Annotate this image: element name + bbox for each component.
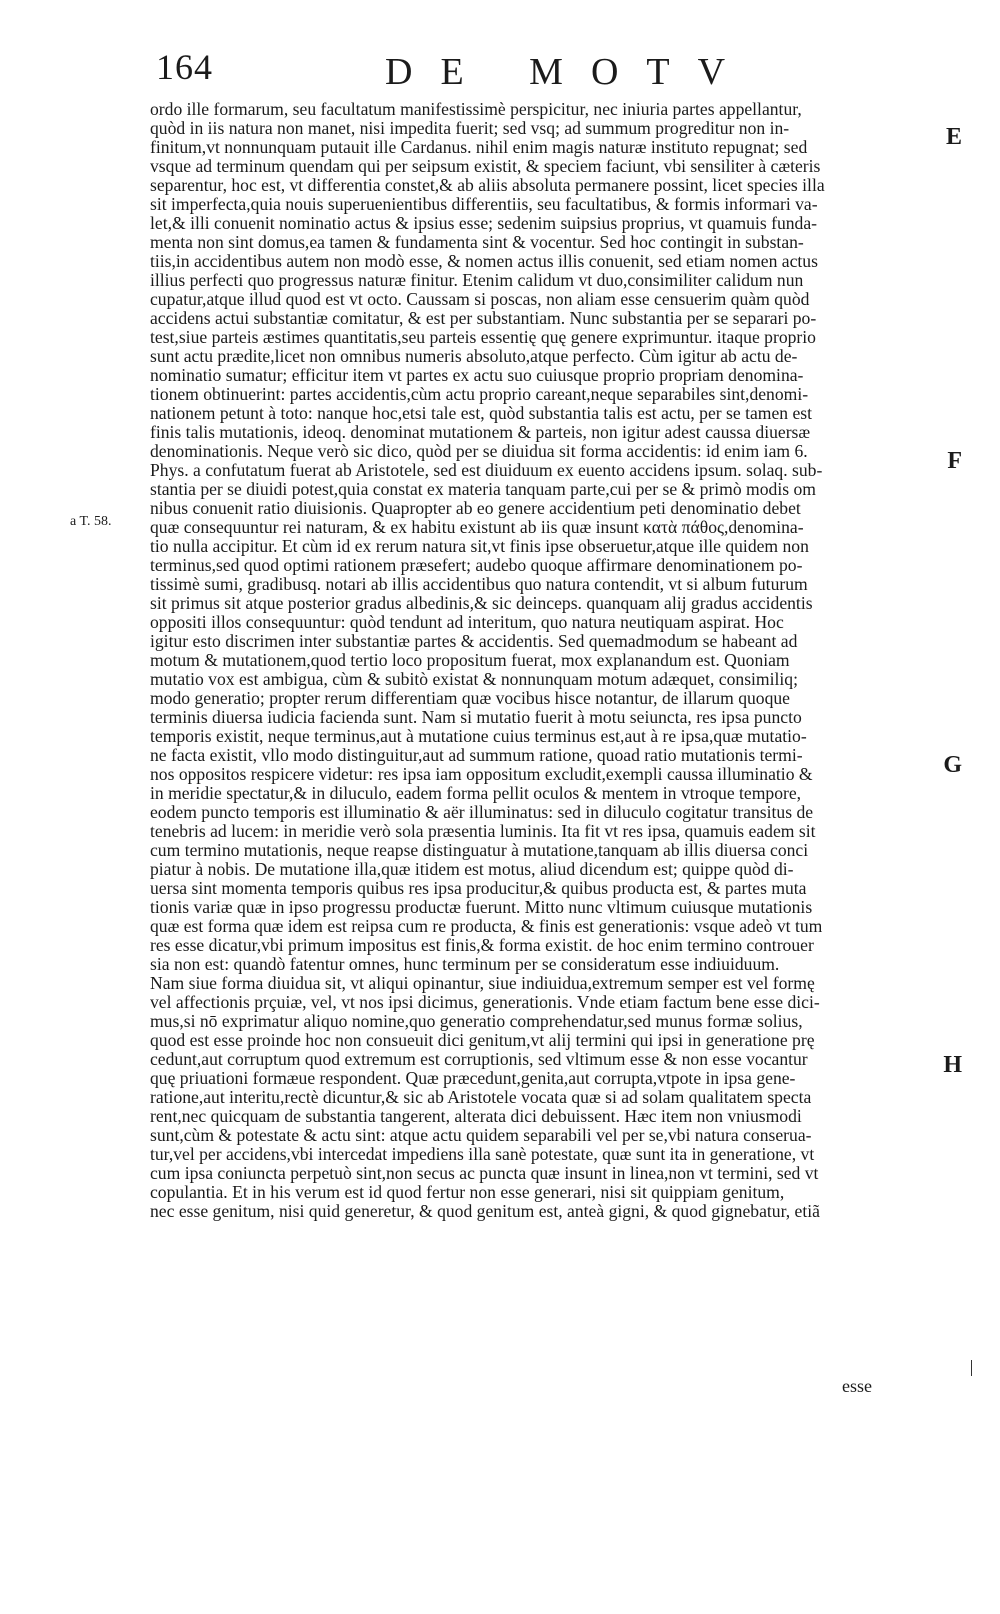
text-line: finis talis mutationis, ideoq. denominat mutationem & parteis, non igitur adest caussa diuersæ [150, 423, 811, 442]
text-line: illius perfecti quo progressus naturæ finitur. Etenim calidum vt duo,consimiliter calidum nun [150, 271, 804, 290]
text-line: stantia per se diuidi potest,quia constat ex materia tanquam parte,cui per se & primò modis om [150, 480, 816, 499]
text-line: tionis variæ quæ in ipso progressu productæ fuerunt. Mitto nunc vltimum cuiusque mutationis [150, 898, 813, 917]
text-line: nibus conuenit ratio diuisionis. Quapropter ab eo genere accidentium peti denominatio debet [150, 499, 801, 518]
text-line: nec esse genitum, nisi quid generetur, & quod genitum est, anteà gigni, & quod gignebatur, etiã [150, 1202, 820, 1221]
text-line: tissimè sumi, gradibusq. notari ab illis accidentibus quo natura contendit, vt si album futurum [150, 575, 808, 594]
text-line: nos oppositos respicere videtur: res ipsa iam oppositum excludit,exempli caussa illuminatio & [150, 765, 813, 784]
text-line: menta non sint domus,ea tamen & fundamenta sint & vocentur. Sed hoc contingit in substan- [150, 233, 804, 252]
text-line: rent,nec quicquam de substantia tangerent, alterata dici debuissent. Hæc item non vniusmodi [150, 1107, 802, 1126]
text-line: temporis existit, neque terminus,aut à mutatione cuius terminus est,aut à re ipsa,quæ mutatio- [150, 727, 807, 746]
text-line: quod est esse proinde hoc non consueuit dici genitum,vt alij termini qui ipsi in generatione prę [150, 1031, 815, 1050]
text-line: cum ipsa coniuncta perpetuò sint,non secus ac puncta quæ insunt in linea,non vt termini, sed vt [150, 1164, 819, 1183]
text-line: modo generatio; propter rerum differentiam quæ vocibus hisce notantur, de illarum quoque [150, 689, 790, 708]
text-line: terminis diuersa iudicia facienda sunt. Nam si mutatio fuerit à motu seiuncta, res ipsa puncto [150, 708, 802, 727]
text-line: tiis,in accidentibus autem non modò esse, & nomen actus illis conuenit, sed etiam nomen actus [150, 252, 818, 271]
catchword: esse [842, 1376, 872, 1396]
text-line: in meridie spectatur,& in diluculo, eadem forma pellit oculos & mentem in vtroque tempore, [150, 784, 802, 803]
text-line: cupatur,atque illud quod est vt octo. Caussam si poscas, non aliam esse censuerim quàm quòd [150, 290, 810, 309]
text-line: tenebris ad lucem: in meridie verò sola præsentia luminis. Ita fit vt res ipsa, quamuis eadem sit [150, 822, 816, 841]
section-letter-e: E [945, 124, 962, 150]
text-line: mus,si nō exprimatur aliquo nomine,quo generatio comprehendatur,sed munus formæ solius, [150, 1012, 803, 1031]
text-line: finitum,vt nonnunquam putauit ille Cardanus. nihil enim magis naturæ instituto repugnat; sed [150, 138, 808, 157]
text-line: Phys. a confutatum fuerat ab Aristotele, sed est diuiduum ex euento accidens ipsum. solaq. sub- [150, 461, 823, 480]
body-text [150, 100, 930, 1221]
text-line: sunt,cùm & potestate & actu sint: atque actu quidem separabili vel per se,vbi natura conserua- [150, 1126, 812, 1145]
section-letter-g: G [943, 752, 962, 778]
text-line: cedunt,aut corruptum quod extremum est corruptionis, sed vltimum esse & non esse vocantur [150, 1050, 808, 1069]
text-line: ratione,aut interitu,rectè dicuntur,& sic ab Aristotele vocata quæ si ad solam qualitatem specta [150, 1088, 812, 1107]
text-line: copulantia. Et in his verum est id quod fertur non esse generari, nisi sit quippiam genitum, [150, 1183, 785, 1202]
text-line: nominatio sumatur; efficitur item vt partes ex actu suo cuiusque proprio propriam denomina- [150, 366, 804, 385]
text-line: quæ est forma quæ idem est reipsa cum re producta, & finis est generationis: vsque adeò vt tum [150, 917, 823, 936]
text-line: cum termino mutationis, neque reapse distinguatur à mutatione,tanquam ab illis diuersa conci [150, 841, 809, 860]
text-line: quę priuationi formæue respondent. Quæ præcedunt,genita,aut corrupta,vtpote in ipsa gene- [150, 1069, 796, 1088]
text-line: oppositi illos consequuntur: quòd tendunt ad interitum, quo natura neutiquam aspirat. Hoc [150, 613, 784, 632]
text-line: denominationis. Neque verò sic dico, quòd per se diuidua sit forma accidentis: id enim iam 6. [150, 442, 808, 461]
text-line: test,siue parteis æstimes quantitatis,seu parteis essentię quę genere exprimuntur. itaque proprio [150, 328, 816, 347]
text-line: vsque ad terminum quendam qui per seipsum existit, & speciem faciunt, vbi sensiliter à cæteris [150, 157, 821, 176]
text-line: sit imperfecta,quia nouis superuenientibus differentiis, seu facultatibus, & formis informari va- [150, 195, 818, 214]
text-line: igitur esto discrimen inter substantiæ partes & accidentis. Sed quemadmodum se habeant ad [150, 632, 798, 651]
page-number: 164 [156, 47, 213, 87]
margin-reference-note: a T. 58. [70, 514, 112, 529]
text-line: quæ consequuntur rei naturam, & ex habitu existunt ab iis quæ insunt κατὰ πάθος,denomina- [150, 518, 804, 537]
text-line: tionem obtinuerint: partes accidentis,cùm actu proprio careant,neque separabiles sint,denomi- [150, 385, 809, 404]
text-line: nationem petunt à toto: nanque hoc,etsi tale est, quòd substantia talis est actu, per se tamen est [150, 404, 813, 423]
page-edge-mark [971, 1360, 972, 1376]
running-title: DE MOTV [385, 51, 754, 93]
text-line: piatur à nobis. De mutatione illa,quæ itidem est motus, aliud dicendum est; quippe quòd di- [150, 860, 794, 879]
section-letter-f: F [947, 448, 962, 474]
text-line: separentur, hoc est, vt differentia constet,& ab aliis absoluta permanere possint, licet species illa [150, 176, 825, 195]
text-line: res esse dicatur,vbi primum impositus est finis,& forma existit. de hoc enim termino controuer [150, 936, 814, 955]
text-line: sunt actu prædite,licet non omnibus numeris absoluto,atque perfecto. Cùm igitur ab actu de- [150, 347, 798, 366]
text-line: vel affectionis prçuiæ, vel, vt nos ipsi dicimus, generationis. Vnde etiam factum bene esse dici- [150, 993, 820, 1012]
text-line: tio nulla accipitur. Et cùm id ex rerum natura sit,vt finis ipse obseruetur,atque ille quidem non [150, 537, 809, 556]
text-line: quòd in iis natura non manet, nisi impedita fuerit; sed vsq; ad summum progreditur non in- [150, 119, 790, 138]
text-line: let,& illi conuenit nominatio actus & ipsius esse; sedenim suipsius proprius, vt quamuis funda- [150, 214, 818, 233]
text-line: sit primus sit atque posterior gradus albedinis,& sic deinceps. quanquam alij gradus accidentis [150, 594, 813, 613]
text-line: terminus,sed quod optimi rationem præsefert; audebo quoque affirmare denominationem po- [150, 556, 803, 575]
text-line: eodem puncto temporis est illuminatio & aër illuminatus: sed in diluculo cogitatur transitus de [150, 803, 814, 822]
text-line: tur,vel per accidens,vbi intercedat impediens illa sanè potestate, quæ sunt ita in generatione, vt [150, 1145, 815, 1164]
text-line: ordo ille formarum, seu facultatum manifestissimè perspicitur, nec iniuria partes appellantur, [150, 100, 802, 119]
text-line: Nam siue forma diuidua sit, vt aliqui opinantur, siue indiuidua,extremum semper est vel formę [150, 974, 815, 993]
text-line: uersa sint momenta temporis quibus res ipsa producitur,& quibus producta est, & partes muta [150, 879, 807, 898]
text-line: motum & mutationem,quod tertio loco propositum fuerat, mox explanandum est. Quoniam [150, 651, 790, 670]
text-line: sia non est: quandò fatentur omnes, hunc terminum per se consideratum esse indiuiduum. [150, 955, 780, 974]
text-line: mutatio vox est ambigua, cùm & subitò existat & nonnunquam motum adæquet, consimiliq; [150, 670, 798, 689]
text-line: ne facta existit, vllo modo distinguitur,aut ad summum ratione, quoad ratio mutationis termi- [150, 746, 803, 765]
text-line: accidens actui substantiæ comitatur, & est per substantiam. Nunc substantia per se separari po- [150, 309, 817, 328]
section-letter-h: H [943, 1052, 962, 1078]
